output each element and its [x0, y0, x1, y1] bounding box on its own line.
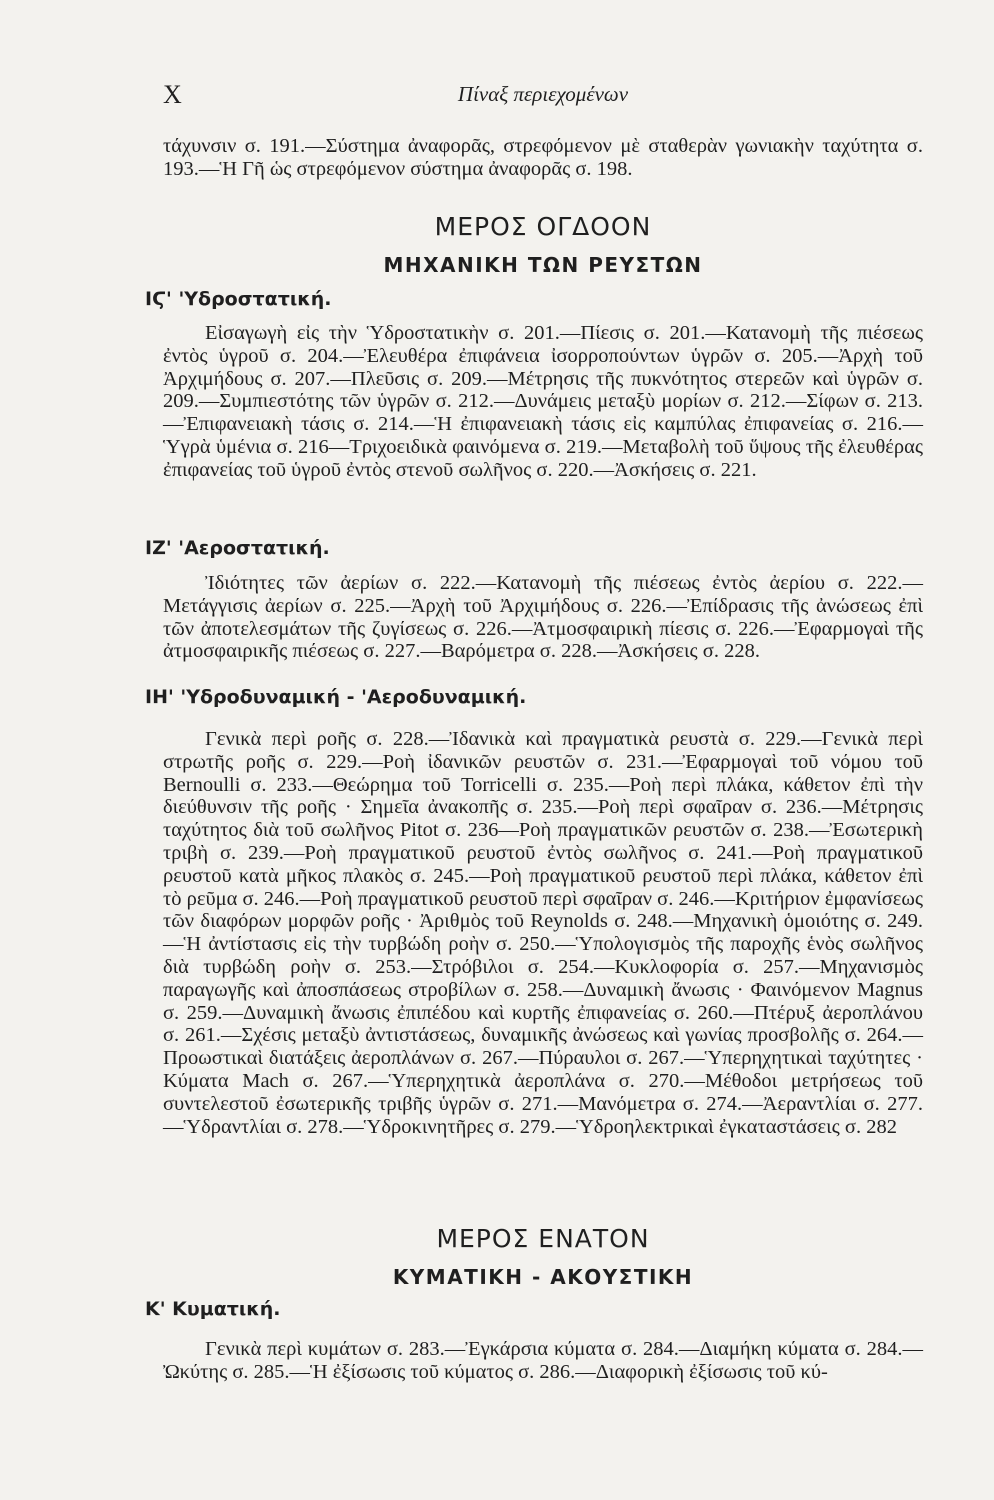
- part9-subtitle: ΚΥΜΑΤΙΚΗ - ΑΚΟΥΣΤΙΚΗ: [392, 1265, 694, 1289]
- part8-subtitle: ΜΗΧΑΝΙΚΗ ΤΩΝ ΡΕΥΣΤΩΝ: [383, 253, 703, 277]
- part8-title: ΜΕΡΟΣ ΟΓΔΟΟΝ: [434, 212, 652, 241]
- chapter20-heading: Κ' Κυματική.: [145, 1298, 281, 1320]
- chapter18-heading: ΙΗ' 'Υδροδυναμική - 'Αεροδυναμική.: [145, 686, 527, 708]
- chapter17-text: Ἰδιότητες τῶν ἀερίων σ. 222.—Κατανομὴ τῆς πιέσεως ἐντὸς ἀερίου σ. 222.—Μετάγγισις ἀερίων σ. 225.—Ἀρχὴ τοῦ Ἀρχιμήδους σ. 226.—Ἐπίδρασις τῆς ἀνώσεως ἐπὶ τῶν ἀποτελεσμάτων τῆς ζυγίσεως σ. 226.—Ἀτμοσφαιρικὴ πίεσις σ. 226.—Ἐφαρμογαὶ τῆς ἀτμοσφαιρικῆς πιέσεως σ. 227.—Βαρόμετρα σ. 228.—Ἀσκήσεις σ. 228.: [163, 572, 923, 663]
- page-header: [163, 80, 923, 110]
- part9-title: ΜΕΡΟΣ ΕΝΑΤΟΝ: [436, 1224, 650, 1253]
- chapter17-heading: ΙΖ' 'Αεροστατική.: [145, 537, 330, 559]
- running-title: Πίναξ περιεχομένων: [457, 82, 629, 106]
- intro-paragraph: τάχυνσιν σ. 191.—Σύστημα ἀναφορᾶς, στρεφόμενον μὲ σταθερὰν γωνιακὴν ταχύτητα σ. 193.—Ἡ Γῆ ὡς στρεφόμενον σύστημα ἀναφορᾶς σ. 198.: [163, 135, 923, 180]
- page-number: X: [163, 80, 182, 109]
- chapter20-text: Γενικὰ περὶ κυμάτων σ. 283.—Ἐγκάρσια κύματα σ. 284.—Διαμήκη κύματα σ. 284.—Ὠκύτης σ. 285.—Ἡ ἐξίσωσις τοῦ κύματος σ. 286.—Διαφορικὴ ἐξίσωσις τοῦ κύ-: [163, 1338, 923, 1383]
- chapter16-text: Εἰσαγωγὴ εἰς τὴν Ὑδροστατικὴν σ. 201.—Πίεσις σ. 201.—Κατανομὴ τῆς πιέσεως ἐντὸς ὑγροῦ σ. 204.—Ἐλευθέρα ἐπιφάνεια ἰσορροπούντων ὑγρῶν σ. 205.—Ἀρχὴ τοῦ Ἀρχιμήδους σ. 207.—Πλεῦσις σ. 209.—Μέτρησις τῆς πυκνότητος στερεῶν καὶ ὑγρῶν σ. 209.—Συμπιεστότης τῶν ὑγρῶν σ. 212.—Δυνάμεις μεταξὺ μορίων σ. 212.—Σίφων σ. 213.—Ἐπιφανειακὴ τάσις σ. 214.—Ἡ ἐπιφανειακὴ τάσις εἰς καμπύλας ἐπιφανείας σ. 216.—Ὑγρὰ ὑμένια σ. 216—Τριχοειδικὰ φαινόμενα σ. 219.—Μεταβολὴ τοῦ ὕψους τῆς ἐλευθέρας ἐπιφανείας τοῦ ὑγροῦ ἐντὸς στενοῦ σωλῆνος σ. 220.—Ἀσκήσεις σ. 221.: [163, 322, 923, 481]
- chapter18-text: Γενικὰ περὶ ροῆς σ. 228.—Ἰδανικὰ καὶ πραγματικὰ ρευστὰ σ. 229.—Γενικὰ περὶ στρωτῆς ροῆς σ. 229.—Ροὴ ἰδανικῶν ρευστῶν σ. 231.—Ἐφαρμογαὶ τοῦ νόμου τοῦ Bernoulli σ. 233.—Θεώρημα τοῦ Torricelli σ. 235.—Ροὴ περὶ πλάκα, κάθετον ἐπὶ τὴν διεύθυνσιν τῆς ροῆς · Σημεῖα ἀνακοπῆς σ. 235.—Ροὴ περὶ σφαῖραν σ. 236.—Μέτρησις ταχύτητος διὰ τοῦ σωλῆνος Pitot σ. 236—Ροὴ πραγματικῶν ρευστῶν σ. 238.—Ἐσωτερικὴ τριβὴ σ. 239.—Ροὴ πραγματικοῦ ρευστοῦ ἐντὸς σωλῆνος σ. 241.—Ροὴ πραγματικοῦ ρευστοῦ κατὰ μῆκος πλακὸς σ. 245.—Ροὴ πραγματικοῦ ρευστοῦ περὶ πλάκα, κάθετον ἐπὶ τὸ ρεῦμα σ. 246.—Ροὴ πραγματικοῦ ρευστοῦ περὶ σφαῖραν σ. 246.—Κριτήριον ἐμφανίσεως τῶν διαφόρων μορφῶν ροῆς · Ἀριθμὸς τοῦ Reynolds σ. 248.—Μηχανικὴ ὁμοιότης σ. 249.—Ἡ ἀντίστασις εἰς τὴν τυρβώδη ροὴν σ. 250.—Ὑπολογισμὸς τῆς παροχῆς ἑνὸς σωλῆνος διὰ τυρβώδη ροὴν σ. 253.—Στρόβιλοι σ. 254.—Κυκλοφορία σ. 257.—Μηχανισμὸς παραγωγῆς καὶ ἀποσπάσεως στροβίλων σ. 258.—Δυναμικὴ ἄνωσις · Φαινόμενον Magnus σ. 259.—Δυναμικὴ ἄνωσις ἐπιπέδου καὶ κυρτῆς ἐπιφανείας σ. 260.—Πτέρυξ ἀεροπλάνου σ. 261.—Σχέσις μεταξὺ ἀντιστάσεως, δυναμικῆς ἀνώσεως καὶ γωνίας προσβολῆς σ. 264.—Προωστικαὶ διατάξεις ἀεροπλάνων σ. 267.—Πύραυλοι σ. 267.—Ὑπερηχητικαὶ ταχύτητες · Κύματα Mach σ. 267.—Ὑπερηχητικὰ ἀεροπλάνα σ. 270.—Μέθοδοι μετρήσεως τοῦ συντελεστοῦ ἐσωτερικῆς τριβῆς ὑγρῶν σ. 271.—Μανόμετρα σ. 274.—Ἀεραντλίαι σ. 277.—Ὑδραντλίαι σ. 278.—Ὑδροκινητῆρες σ. 279.—Ὑδροηλεκτρικαὶ ἐγκαταστάσεις σ. 282: [163, 728, 923, 1138]
- chapter16-heading: ΙϚ' 'Υδροστατική.: [145, 288, 332, 310]
